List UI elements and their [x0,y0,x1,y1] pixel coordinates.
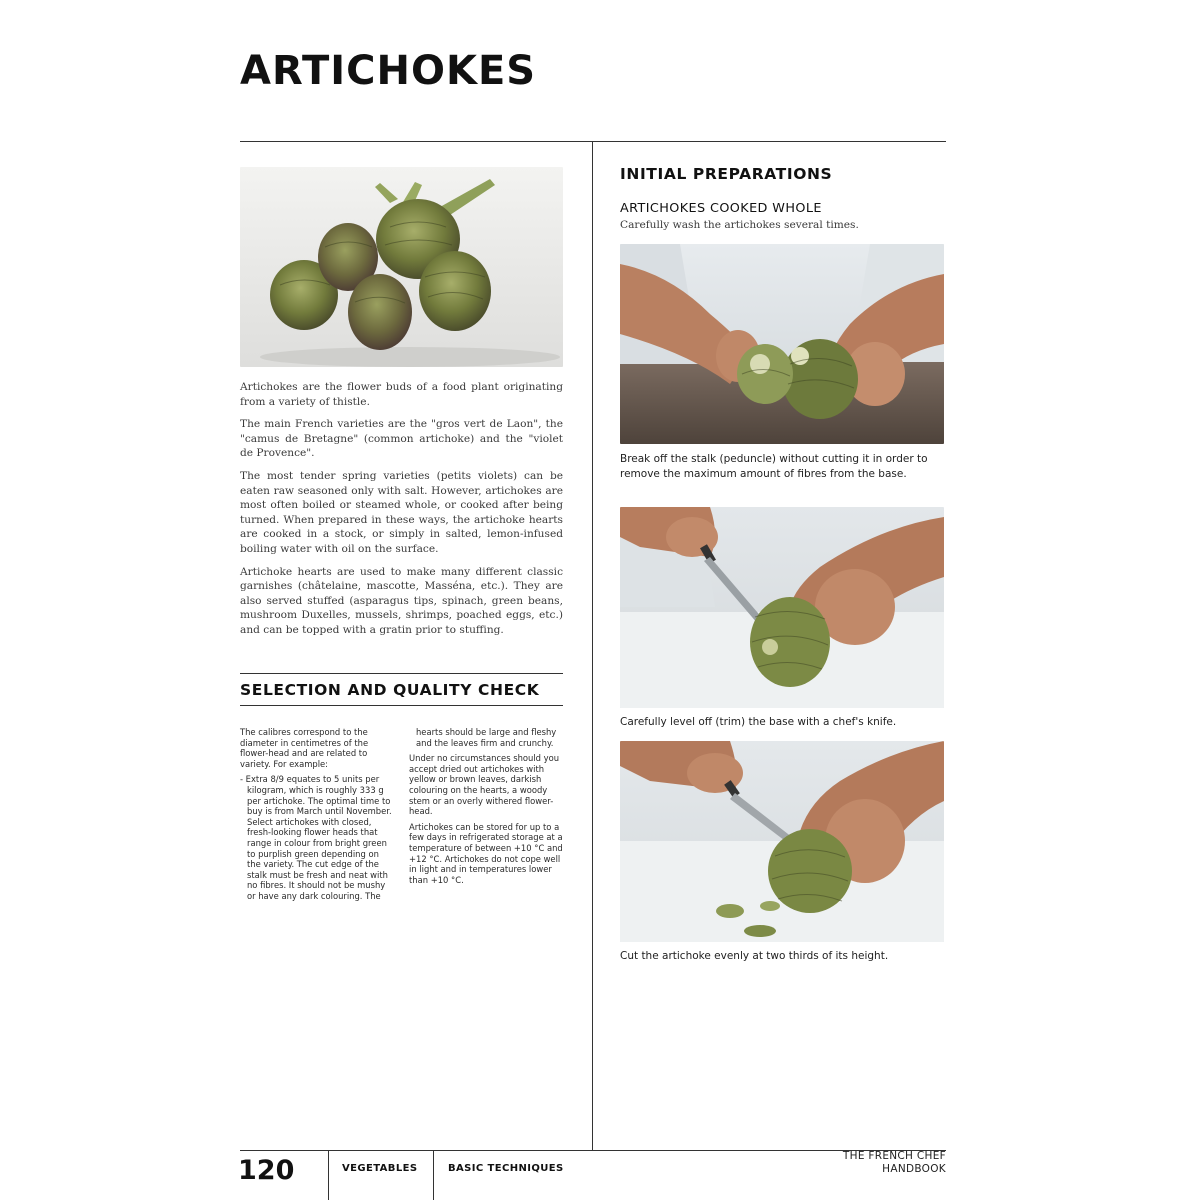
selection-paragraph: hearts should be large and fleshy and the leaves firm and crunchy. [416,727,557,748]
selection-paragraph: Artichokes can be stored for up to a few days in refrigerated storage at a temperature of between +10 °C and +12 °C. Artichokes do not cope well in light and in temperatures lower than +10 °C. [409,821,563,885]
intro-paragraph: Artichoke hearts are used to make many different classic garnishes (châtelaine, mascotte, Masséna, etc.). They are also served stuffed (asparagus tips, spinach, green beans, mushroom Duxelles, mussels, shrimps, poached eggs, etc.) and can be topped with a gratin prior to stuffing. [240,565,563,636]
artichokes-photo [240,167,563,367]
selection-paragraph: Under no circumstances should you accept dried out artichokes with yellow or brown leaves, darkish colouring on the hearts, a woody stem or an overly withered flower-head. [409,753,560,817]
prep-subtext: Carefully wash the artichokes several times. [620,219,859,231]
footer-separator [328,1150,329,1200]
prep-heading: INITIAL PREPARATIONS [620,165,833,183]
book-title [790,1150,946,1176]
book-title-line: THE FRENCH CHEF [842,1150,946,1162]
step-caption: Cut the artichoke evenly at two thirds of its height. [620,950,889,962]
header-divider [240,141,946,142]
step-photo-cut-height [620,741,944,942]
book-title-line: HANDBOOK [882,1163,946,1175]
step-caption: Break off the stalk (peduncle) without cutting it in order to remove the maximum amount of fibres from the base. [620,453,928,480]
footer-section: VEGETABLES [342,1163,418,1174]
selection-column-left [240,727,395,902]
intro-paragraph: Artichokes are the flower buds of a food plant originating from a variety of thistle. [240,381,563,408]
selection-divider-bottom [240,705,563,706]
selection-bullet: - Extra 8/9 equates to 5 units per kilogram, which is roughly 333 g per artichoke. The optimal time to buy is from March until November. Select artichokes with closed, fresh-looking flower heads that range in colour from bright green to purplish green depending on the variety. The cut edge of the stalk must be fresh and neat with no fibres. It should not be mushy or have any dark colouring. The [240,774,392,901]
selection-column-right [409,727,564,890]
footer-separator [433,1150,434,1200]
column-divider [592,141,593,1150]
step-photo-trim-base [620,507,944,708]
page-number: 120 [238,1155,295,1186]
selection-intro: The calibres correspond to the diameter in centimetres of the flower-head and are related to variety. For example: [240,727,369,769]
page-title: ARTICHOKES [240,48,537,94]
intro-paragraph: The main French varieties are the "gros vert de Laon", the "camus de Bretagne" (common artichoke) and the "violet de Provence". [240,418,563,460]
prep-subheading: ARTICHOKES COOKED WHOLE [620,201,822,216]
step-caption: Carefully level off (trim) the base with a chef's knife. [620,716,897,728]
intro-text [240,380,563,646]
intro-paragraph: The most tender spring varieties (petits violets) can be eaten raw seasoned only with salt. However, artichokes are most often boiled or steamed whole, or cooked after being turned. When prepared in these ways, the artichoke hearts are cooked in a stock, or simply in salted, lemon-infused boiling water with oil on the surface. [240,469,563,555]
footer-subsection: BASIC TECHNIQUES [448,1163,564,1174]
step-photo-break-stalk [620,244,944,444]
selection-heading: SELECTION AND QUALITY CHECK [240,681,540,699]
selection-divider-top [240,673,563,674]
